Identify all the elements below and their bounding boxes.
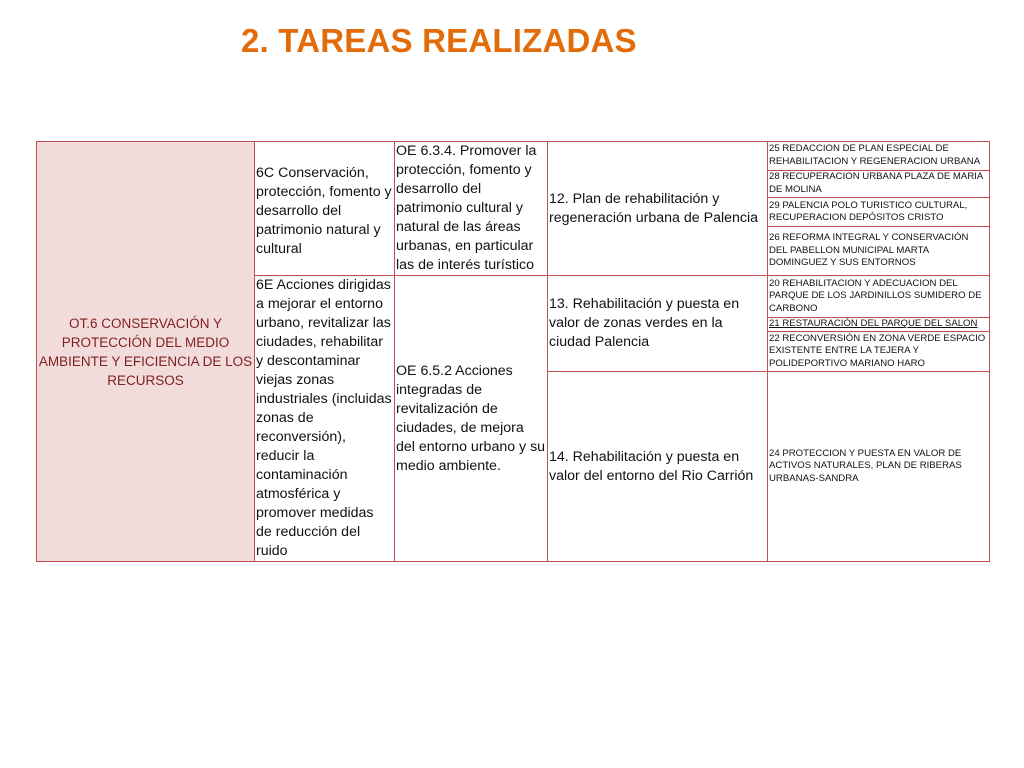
task-20: 20 REHABILITACION Y ADECUACION DEL PARQUE DE LOS JARDINILLOS SUMIDERO DE CARBONO [768,276,990,318]
task-24: 24 PROTECCION Y PUESTA EN VALOR DE ACTIVOS NATURALES, PLAN DE RIBERAS URBANAS-SANDRA [768,372,990,562]
task-28: 28 RECUPERACION URBANA PLAZA DE MARIA DE MOLINA [768,170,990,198]
thematic-objective-cell: OT.6 CONSERVACIÓN Y PROTECCIÓN DEL MEDIO AMBIENTE Y EFICIENCIA DE LOS RECURSOS [37,142,255,562]
plan-14: 14. Rehabilitación y puesta en valor del entorno del Rio Carrión [548,372,768,562]
plan-12: 12. Plan de rehabilitación y regeneración urbana de Palencia [548,142,768,276]
specific-objective-6-5-2: OE 6.5.2 Acciones integradas de revitalización de ciudades, de mejora del entorno urbano y su medio ambiente. [395,276,548,562]
plan-13: 13. Rehabilitación y puesta en valor de zonas verdes en la ciudad Palencia [548,276,768,372]
task-21: 21 RESTAURACIÓN DEL PARQUE DEL SALON [768,318,990,332]
task-25: 25 REDACCION DE PLAN ESPECIAL DE REHABILITACION Y REGENERACION URBANA [768,142,990,171]
investment-priority-6c: 6C Conservación, protección, fomento y desarrollo del patrimonio natural y cultural [255,142,395,276]
page-title: 2. TAREAS REALIZADAS [241,22,637,59]
task-26: 26 REFORMA INTEGRAL Y CONSERVACIÓN DEL PABELLON MUNICIPAL MARTA DOMINGUEZ Y SUS ENTORNOS [768,226,990,275]
task-29: 29 PALENCIA POLO TURISTICO CULTURAL, RECUPERACION DEPÓSITOS CRISTO [768,198,990,227]
investment-priority-6e: 6E Acciones dirigidas a mejorar el entorno urbano, revitalizar las ciudades, rehabilitar y descontaminar viejas zonas industriales (incluidas zonas de reconversión), reducir la contaminación atmosférica y promover medidas de reducción del ruido [255,276,395,562]
task-22: 22 RECONVERSIÓN EN ZONA VERDE ESPACIO EXISTENTE ENTRE LA TEJERA Y POLIDEPORTIVO MARIANO HARO [768,332,990,372]
tasks-table [36,141,990,562]
specific-objective-6-3-4: OE 6.3.4. Promover la protección, fomento y desarrollo del patrimonio cultural y natural de las áreas urbanas, en particular las de interés turístico [395,142,548,276]
